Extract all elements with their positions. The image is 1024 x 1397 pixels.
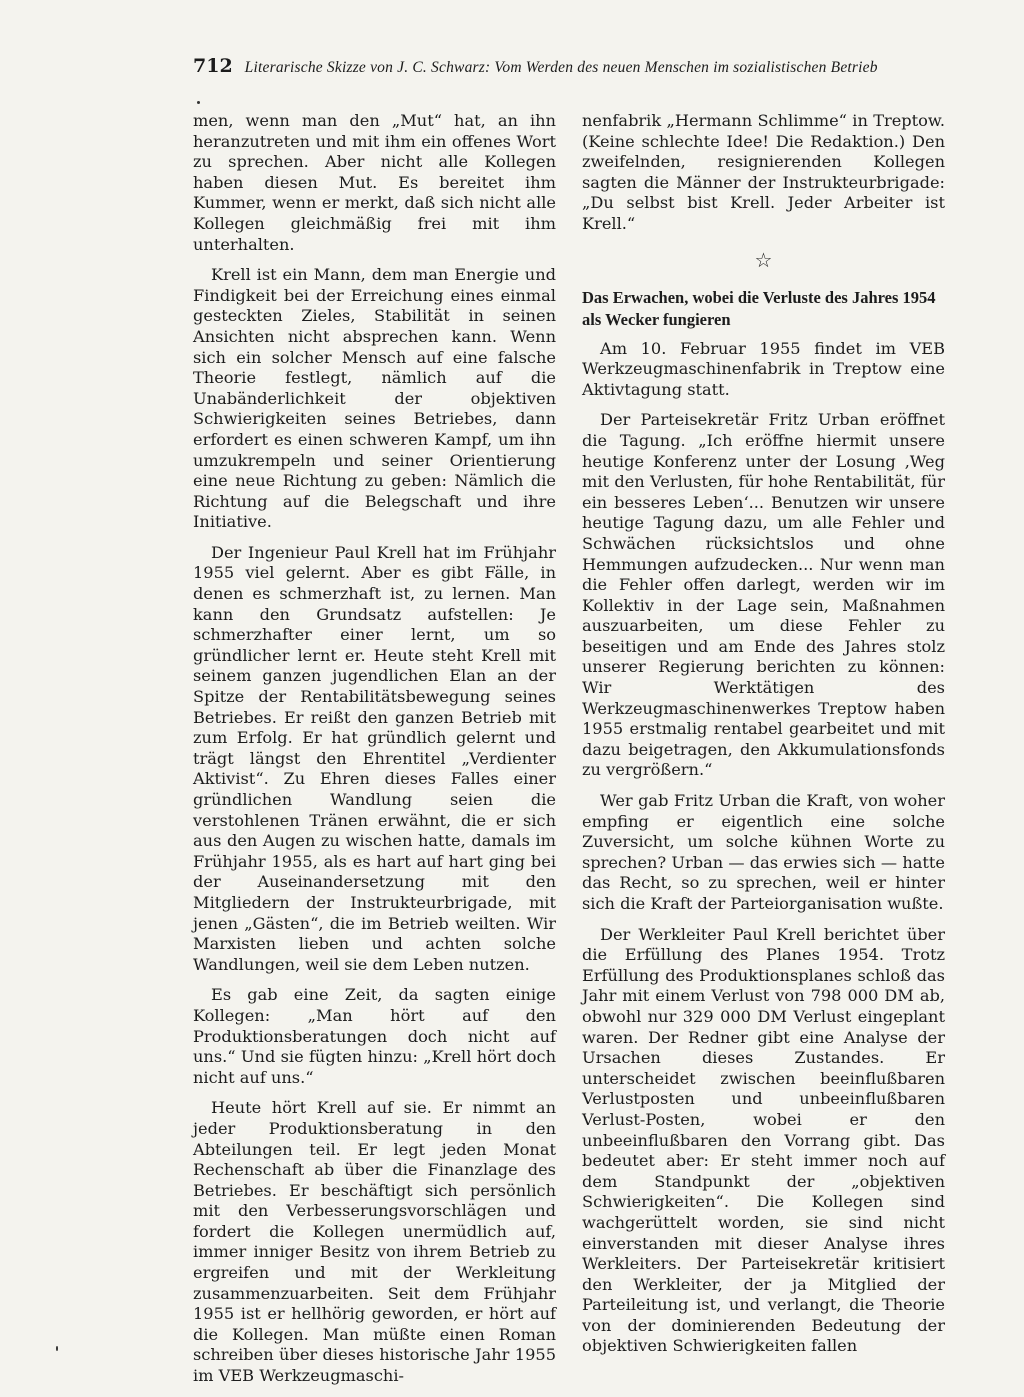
paragraph: Wer gab Fritz Urban die Kraft, von woher empfing er eigentlich eine solche Zuversicht, um solche kühnen Worte zu sprechen? Urban — das erwies sich — hatte das Recht, so zu sprechen, weil er hinter sich die Kraft der Parteiorganisation wußte. (582, 791, 945, 913)
paragraph: nenfabrik „Hermann Schlimme“ in Treptow. (Keine schlechte Idee! Die Redaktion.) Den zweifelnden, resignierenden Kollegen sagten die Männer der Instrukteurbrigade: „Du selbst bist Krell. Jeder Arbeiter ist Krell.“ (582, 111, 945, 233)
right-column (582, 111, 945, 1367)
left-column (193, 111, 556, 1397)
page-header (193, 55, 953, 77)
paragraph: Der Parteisekretär Fritz Urban eröffnet die Tagung. „Ich eröffne hiermit unsere heutige Konferenz unter der Losung ‚Weg mit den Verlusten, für hohe Rentabilität, für ein besseres Leben‘... Benutzen wir unsere heutige Tagung dazu, um alle Fehler und Schwächen rücksichtslos und ohne Hemmungen aufzudecken... Nur wenn man die Fehler offen darlegt, werden wir im Kollektiv in der Lage sein, Maßnahmen auszuarbeiten, um diese Fehler zu beseitigen und am Ende des Jahres stolz unserer Regierung berichten zu können: Wir Werktätigen des Werkzeugmaschinenwerkes Treptow haben 1955 erstmalig rentabel gearbeitet und mit dazu beigetragen, den Akkumulationsfonds zu vergrößern.“ (582, 410, 945, 780)
paragraph: Am 10. Februar 1955 findet im VEB Werkzeugmaschinenfabrik in Treptow eine Aktivtagung statt. (582, 338, 945, 399)
star-ornament-icon: ☆ (754, 247, 773, 272)
print-speck (197, 101, 200, 104)
paragraph: Heute hört Krell auf sie. Er nimmt an jeder Produktionsberatung in den Abteilungen teil. Er legt jeden Monat Rechenschaft ab über die Finanzlage des Betriebes. Er beschäftigt sich persönlich mit den Verbesserungsvorschlägen und fordert die Kollegen unermüdlich auf, immer inniger Besitz von ihrem Betrieb zu ergreifen und mit der Werkleitung zusammenzuarbeiten. Seit dem Frühjahr 1955 ist er hellhörig geworden, er hört auf die Kollegen. Man müßte einen Roman schreiben über dieses historische Jahr 1955 im VEB Werkzeugmaschi- (193, 1098, 556, 1386)
paragraph: Der Ingenieur Paul Krell hat im Frühjahr 1955 viel gelernt. Aber es gibt Fälle, in denen es schmerzhaft ist, zu lernen. Man kann den Grundsatz aufstellen: Je schmerzhafter einer lernt, um so gründlicher lernt er. Heute steht Krell mit seinem ganzen jugendlichen Elan an der Spitze der Rentabilitätsbewegung seines Betriebes. Er reißt den ganzen Betrieb mit zum Erfolg. Er hat gründlich gelernt und trägt längst den Ehrentitel „Verdienter Aktivist“. Zu Ehren dieses Falles einer gründlichen Wandlung seien die verstohlenen Tränen erwähnt, die er sich aus den Augen zu wischen hatte, damals im Frühjahr 1955, als es hart auf hart ging bei der Auseinandersetzung mit den Mitgliedern der Instrukteurbrigade, mit jenen „Gästen“, die im Betrieb weilten. Wir Marxisten lieben und achten solche Wandlungen, weil sie dem Leben nutzen. (193, 542, 556, 974)
paragraph: men, wenn man den „Mut“ hat, an ihn heranzutreten und mit ihm ein offenes Wort zu sprechen. Aber nicht alle Kollegen haben diesen Mut. Es bereitet ihm Kummer, wenn er merkt, daß sich nicht alle Kollegen gleichmäßig frei mit ihm unterhalten. (193, 111, 556, 254)
paragraph: Krell ist ein Mann, dem man Energie und Findigkeit bei der Erreichung eines einmal gesteckten Zieles, Stabilität in seinen Ansichten nicht absprechen kann. Wenn sich ein solcher Mensch auf eine falsche Theorie festlegt, nämlich auf die Unabänderlichkeit der objektiven Schwierigkeiten seines Betriebes, dann erfordert es einen schweren Kampf, um ihn umzukrempeln und seiner Orientierung eine neue Richtung zu geben: Nämlich die Richtung auf die Belegschaft und ihre Initiative. (193, 265, 556, 532)
page-number: 712 (193, 55, 233, 77)
section-heading: Das Erwachen, wobei die Verluste des Jahres 1954 als Wecker fungieren (582, 287, 936, 329)
paragraph: Der Werkleiter Paul Krell berichtet über die Erfüllung des Planes 1954. Trotz Erfüllung des Produktionsplanes schloß das Jahr mit einem Verlust von 798 000 DM ab, obwohl nur 329 000 DM Verlust eingeplant waren. Der Redner gibt eine Analyse der Ursachen dieses Zustandes. Er unterscheidet zwischen beeinflußbaren Verlustposten und unbeeinflußbaren Verlust-Posten, wobei er den unbeeinflußbaren den Vorrang gibt. Das bedeutet aber: Er steht immer noch auf dem Standpunkt der „objektiven Schwierigkeiten“. Die Kollegen sind wachgerüttelt worden, sie sind nicht einverstanden mit dieser Analyse ihres Werkleiters. Der Parteisekretär kritisiert den Werkleiter, der ja Mitglied der Parteileitung ist, und verlangt, die Theorie von der dominierenden Bedeutung der objektiven Schwierigkeiten fallen (582, 924, 945, 1356)
print-speck (56, 1346, 58, 1351)
paragraph: Es gab eine Zeit, da sagten einige Kollegen: „Man hört auf den Produktionsberatungen doch nicht auf uns.“ Und sie fügten hinzu: „Krell hört doch nicht auf uns.“ (193, 985, 556, 1087)
running-head: Literarische Skizze von J. C. Schwarz: Vom Werden des neuen Menschen im sozialistischen Betrieb (244, 59, 878, 76)
